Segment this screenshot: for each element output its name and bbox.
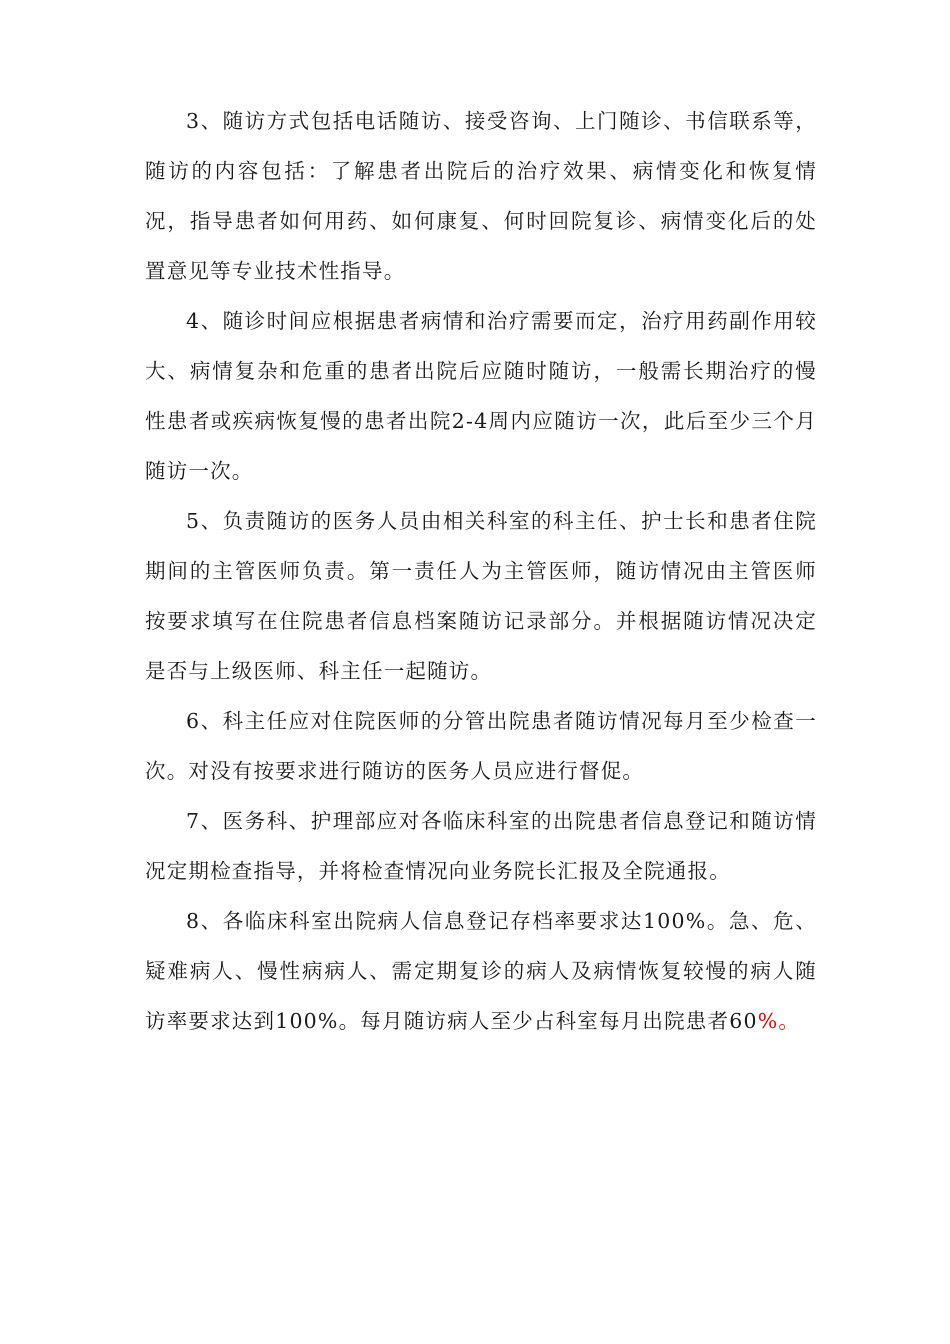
- paragraph-8-text: 8、各临床科室出院病人信息登记存档率要求达100%。急、危、疑难病人、慢性病病人、需定期复诊的病人及病情恢复较慢的病人随访率要求达到100%。每月随访病人至少占科室每月出院患者60: [145, 909, 817, 1033]
- document-body: [145, 96, 817, 1046]
- paragraph-7: 7、医务科、护理部应对各临床科室的出院患者信息登记和随访情况定期检查指导，并将检查情况向业务院长汇报及全院通报。: [145, 809, 817, 883]
- paragraph-3: 3、随访方式包括电话随访、接受咨询、上门随诊、书信联系等，随访的内容包括：了解患者出院后的治疗效果、病情变化和恢复情况，指导患者如何用药、如何康复、何时回院复诊、病情变化后的处置意见等专业技术性指导。: [145, 109, 817, 283]
- paragraph-5: 5、负责随访的医务人员由相关科室的科主任、护士长和患者住院期间的主管医师负责。第一责任人为主管医师，随访情况由主管医师按要求填写在住院患者信息档案随访记录部分。并根据随访情况决定是否与上级医师、科主任一起随访。: [145, 509, 817, 683]
- paragraph-8: [145, 896, 817, 1046]
- paragraph-6: 6、科主任应对住院医师的分管出院患者随访情况每月至少检查一次。对没有按要求进行随访的医务人员应进行督促。: [145, 709, 817, 783]
- paragraph-4: 4、随诊时间应根据患者病情和治疗需要而定，治疗用药副作用较大、病情复杂和危重的患者出院后应随时随访，一般需长期治疗的慢性患者或疾病恢复慢的患者出院2-4周内应随访一次，此后至少三个月随访一次。: [145, 309, 817, 483]
- paragraph-8-red-suffix: %。: [757, 1009, 801, 1033]
